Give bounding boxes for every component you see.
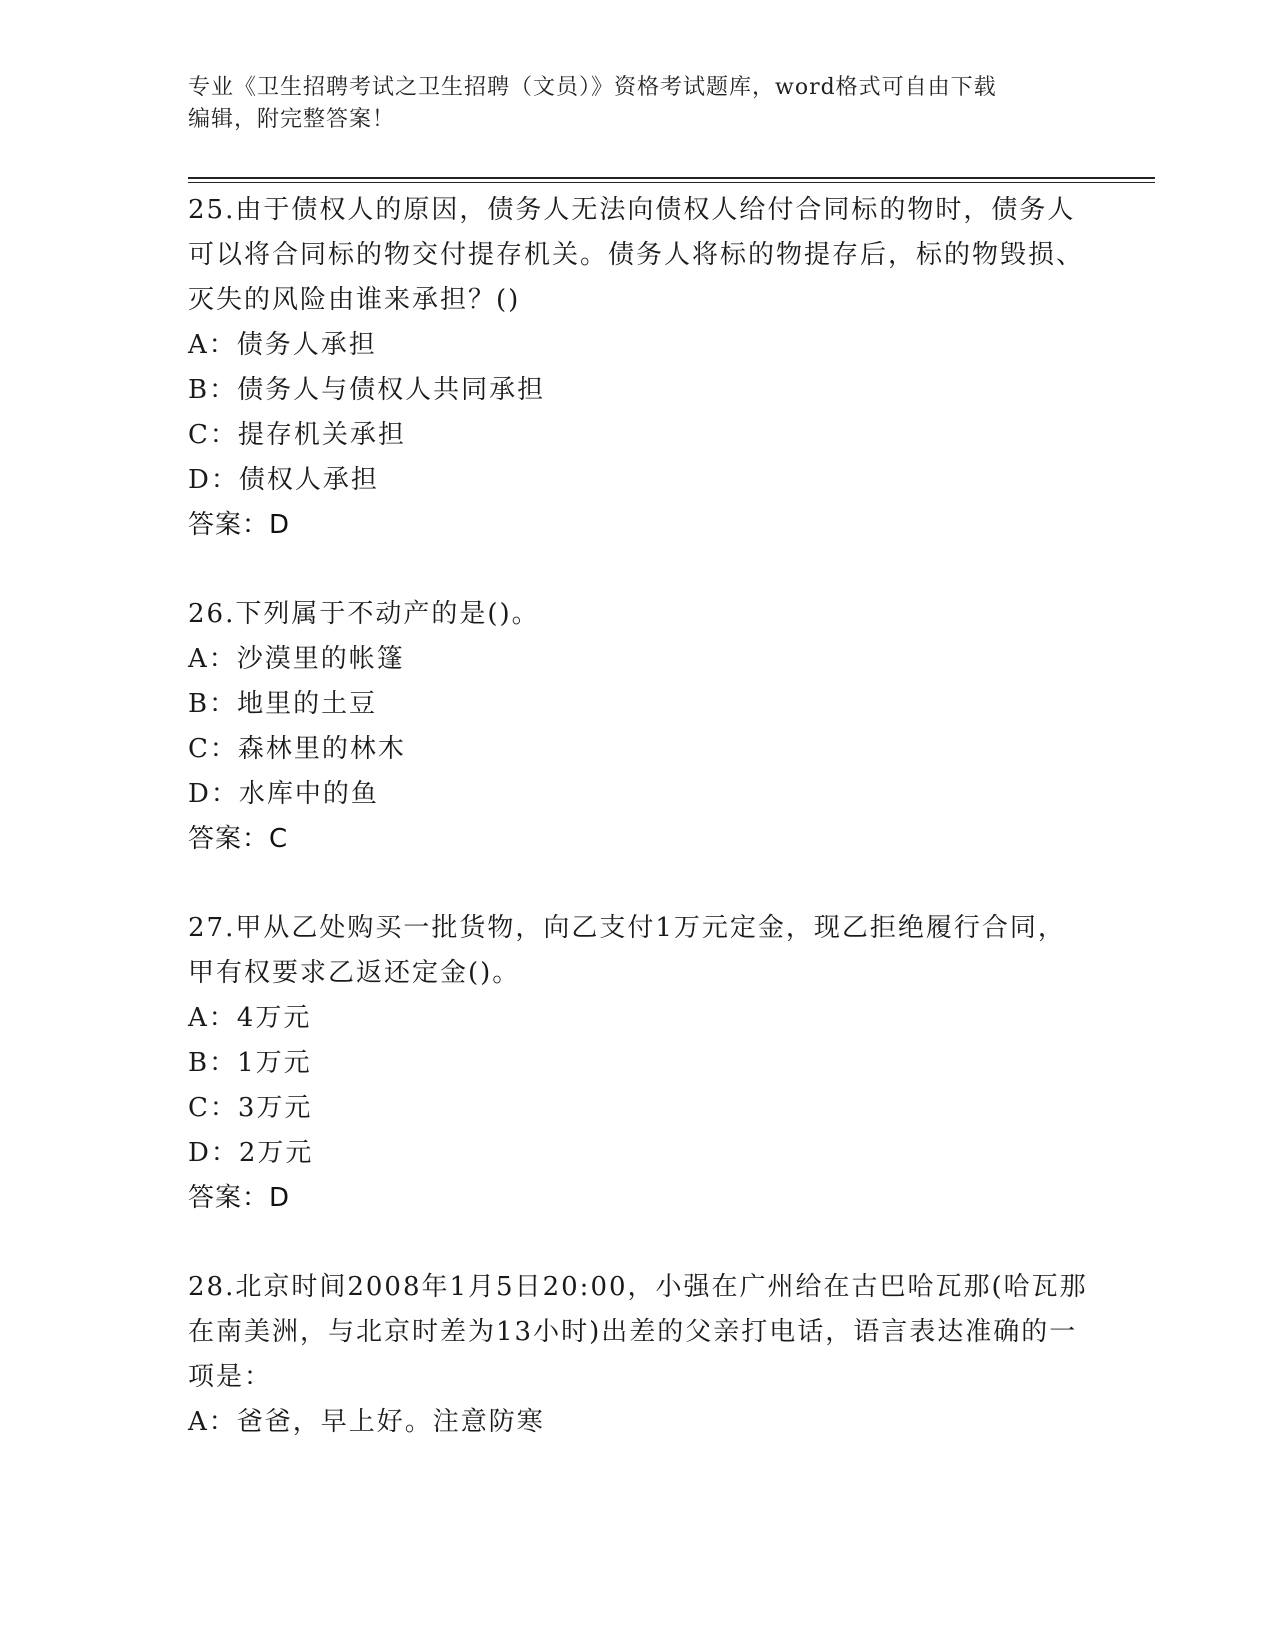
option-c: C：森林里的林木 [188,734,406,764]
option-a: A：4万元 [188,1003,312,1033]
answer-label: 答案：D [188,1183,291,1213]
option-d: D：2万元 [188,1138,314,1168]
option-b: B：债务人与债权人共同承担 [188,375,546,405]
option-a: A：债务人承担 [188,330,377,360]
document-header [188,72,1068,136]
option-a: A：沙漠里的帐篷 [188,644,405,674]
option-c: C：提存机关承担 [188,420,406,450]
option-b: B：地里的土豆 [188,689,378,719]
option-a: A：爸爸，早上好。注意防寒 [188,1407,545,1437]
question-26 [188,592,1088,862]
header-divider-thick [188,177,1155,179]
header-divider-thin [188,182,1155,183]
question-list [188,188,1088,1489]
question-stem: 25.由于债权人的原因，债务人无法向债权人给付合同标的物时，债务人可以将合同标的物交付提存机关。债务人将标的物提存后，标的物毁损、灭失的风险由谁来承担？() [188,195,1085,315]
question-25 [188,188,1088,548]
question-27 [188,906,1088,1221]
option-d: D：债权人承担 [188,465,379,495]
question-28 [188,1265,1088,1445]
option-b: B：1万元 [188,1048,312,1078]
question-stem: 27.甲从乙处购买一批货物，向乙支付1万元定金，现乙拒绝履行合同，甲有权要求乙返还定金()。 [188,913,1066,988]
answer-label: 答案：D [188,510,291,540]
header-line-1: 专业《卫生招聘考试之卫生招聘（文员）》资格考试题库，word格式可自由下载 [188,75,997,100]
header-line-2: 编辑，附完整答案！ [188,107,396,132]
question-stem: 28.北京时间2008年1月5日20:00，小强在广州给在古巴哈瓦那(哈瓦那在南美洲，与北京时差为13小时)出差的父亲打电话，语言表达准确的一项是： [188,1272,1088,1392]
question-stem: 26.下列属于不动产的是()。 [188,599,540,629]
option-c: C：3万元 [188,1093,313,1123]
answer-label: 答案：C [188,824,289,854]
option-d: D：水库中的鱼 [188,779,379,809]
